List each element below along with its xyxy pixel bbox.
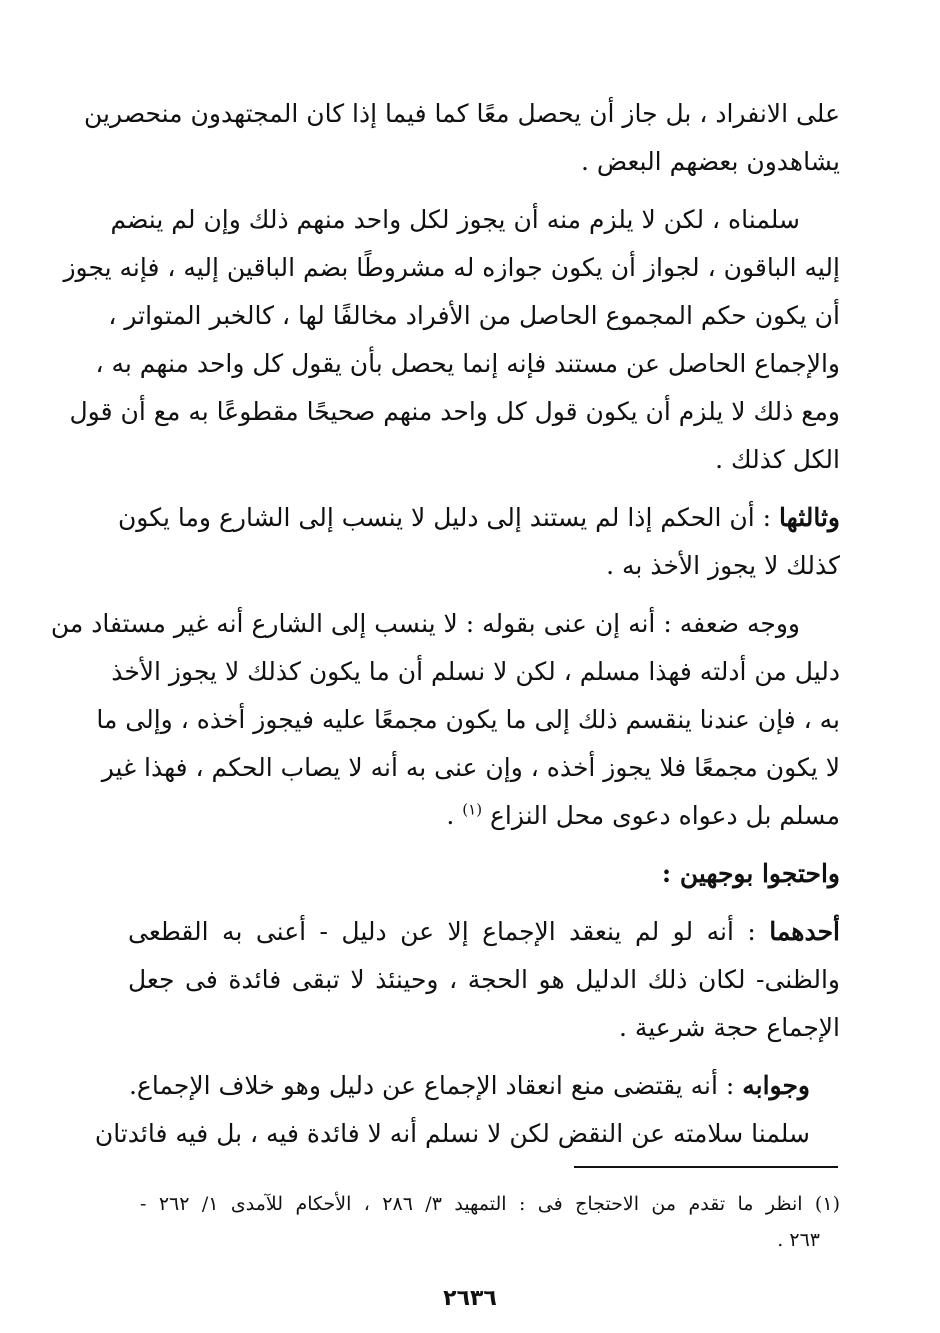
p6-lead: وجوابه [742,1071,810,1100]
p6-line-1 [128,1062,840,1110]
p2-line-6: الكل كذلك . [715,445,840,474]
p2-line-5: ومع ذلك لا يلزم أن يكون قول كل واحد منهم صحيحًا مقطوعًا به مع أن قول [69,397,840,426]
footnote [140,1186,840,1258]
page-number: ٢٦٣٦ [443,1286,497,1311]
p3-line-1-text: : أن الحكم إذا لم يستند إلى دليل لا ينسب إلى الشارع وما يكون [117,503,780,532]
section-heading: واحتجوا بوجهين : [661,859,840,888]
p5-line-2: والظنى- لكان ذلك الدليل هو الحجة ، وحينئذ لا تبقى فائدة فى جعل [128,965,840,994]
p4-line-3: به ، فإن عندنا ينقسم ذلك إلى ما يكون مجمعًا عليه فيجوز أخذه ، وإلى ما [96,705,840,734]
footnote-line-2: ٢٦٣ . [777,1229,820,1251]
footnote-divider [574,1166,838,1168]
p3-lead: وثالثها [779,503,840,532]
p1-line-1: على الانفراد ، بل جاز أن يحصل معًا كما فيما إذا كان المجتهدون منحصرين [84,99,840,128]
footnote-line-1: (١) انظر ما تقدم من الاحتجاج فى : التمهيد ٣/ ٢٨٦ ، الأحكام للآمدى ١/ ٢٦٢ - [140,1193,840,1215]
p4-line-4: لا يكون مجمعًا فلا يجوز أخذه ، وإن عنى به أنه لا يصاب الحكم ، فهذا غير [101,753,840,782]
p5-line-3: الإجماع حجة شرعية . [618,1013,840,1042]
p2-line-4: والإجماع الحاصل عن مستند فإنه إنما يحصل بأن يقول كل واحد منهم به ، [95,349,840,378]
p4-line-5 [128,792,840,840]
p4-line-5-end: . [446,801,463,830]
main-text [50,90,840,1158]
p5-line-1 [128,908,840,956]
p4-line-2: دليل من أدلته فهذا مسلم ، لكن لا نسلم أن ما يكون كذلك لا يجوز الأخذ [111,657,840,686]
p4-line-1: ووجه ضعفه : أنه إن عنى بقوله : لا ينسب إلى الشارع أنه غير مستفاد من [50,609,800,638]
p6-line-2: سلمنا سلامته عن النقض لكن لا نسلم أنه لا فائدة فيه ، بل فيه فائدتان [94,1119,810,1148]
p4-line-5-text: مسلم بل دعواه دعوى محل النزاع [490,801,840,830]
footnote-ref: (١) [462,800,483,819]
p5-lead: أحدهما [769,917,840,946]
p3-line-1 [117,494,840,542]
p6-line-1-text: : أنه يقتضى منع انعقاد الإجماع عن دليل وهو خلاف الإجماع. [128,1071,743,1100]
p2-line-2: إليه الباقون ، لجواز أن يكون جوازه له مشروطًا بضم الباقين إليه ، فإنه يجوز [63,253,840,282]
p2-line-1: سلمناه ، لكن لا يلزم منه أن يجوز لكل واحد منهم ذلك وإن لم ينضم [110,205,800,234]
p1-line-2: يشاهدون بعضهم البعض . [580,147,840,176]
p3-line-2: كذلك لا يجوز الأخذ به . [606,551,840,580]
p2-line-3: أن يكون حكم المجموع الحاصل من الأفراد مخالفًا لها ، كالخبر المتواتر ، [108,301,840,330]
p5-line-1-text: : أنه لو لم ينعقد الإجماع إلا عن دليل - أعنى به القطعى [128,917,770,946]
